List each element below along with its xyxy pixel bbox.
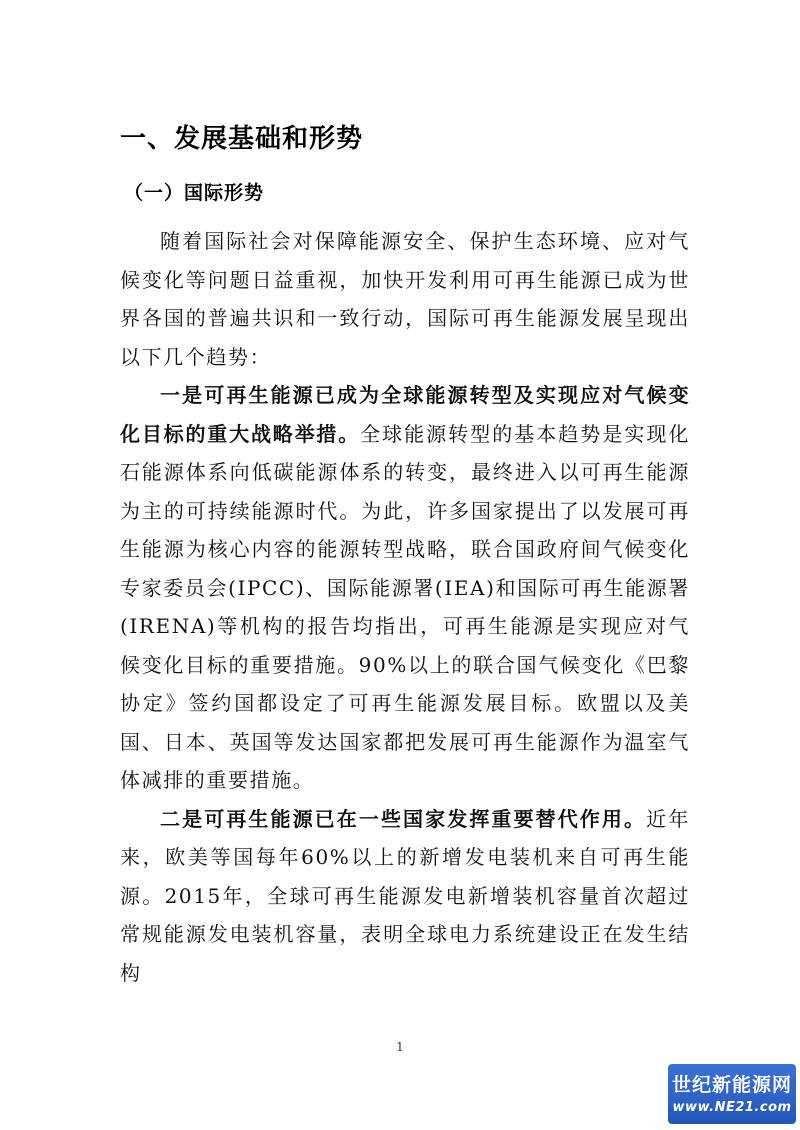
watermark-url: www.NE21.com	[672, 1100, 792, 1115]
watermark-logo	[668, 1064, 796, 1124]
watermark-title: 世纪新能源网	[671, 1074, 792, 1096]
subsection-heading: （一）国际形势	[124, 182, 265, 204]
page-number: 1	[396, 1040, 404, 1054]
paragraph-text: 近年来，欧美等国每年60%以上的新增发电装机来自可再生能源。2015年，全球可再生能源发电新增装机容量首次超过常规能源发电装机容量，表明全球电力系统建设正在发生结构	[120, 806, 690, 985]
section-heading: 一、发展基础和形势	[120, 124, 364, 154]
paragraph-lead: 二是可再生能源已在一些国家发挥重要替代作用。	[160, 806, 647, 831]
paragraph-text: 随着国际社会对保障能源安全、保护生态环境、应对气候变化等问题日益重视，加快开发利用可再生能源已成为世界各国的普遍共识和一致行动，国际可再生能源发展呈现出以下几个趋势：	[120, 229, 690, 369]
paragraph-trend-2	[120, 800, 690, 993]
paragraph-intro	[120, 222, 690, 376]
paragraph-lead: 一是可再生能源已成为全球能源转型及实现应对气候变化目标的重大战略举措。	[120, 383, 690, 446]
paragraph-trend-1	[120, 376, 690, 800]
paragraph-text: 全球能源转型的基本趋势是实现化石能源体系向低碳能源体系的转变，最终进入以可再生能源为主的可持续能源时代。为此，许多国家提出了以发展可再生能源为核心内容的能源转型战略，联合国政府间气候变化专家委员会(IPCC)、国际能源署(IEA)和国际可再生能源署(IRENA)等机构的报告均指出，可再生能源是实现应对气候变化目标的重要措施。90%以上的联合国气候变化《巴黎协定》签约国都设定了可再生能源发展目标。欧盟以及美国、日本、英国等发达国家都把发展可再生能源作为温室气体减排的重要措施。	[120, 421, 690, 792]
body-text	[120, 222, 690, 992]
